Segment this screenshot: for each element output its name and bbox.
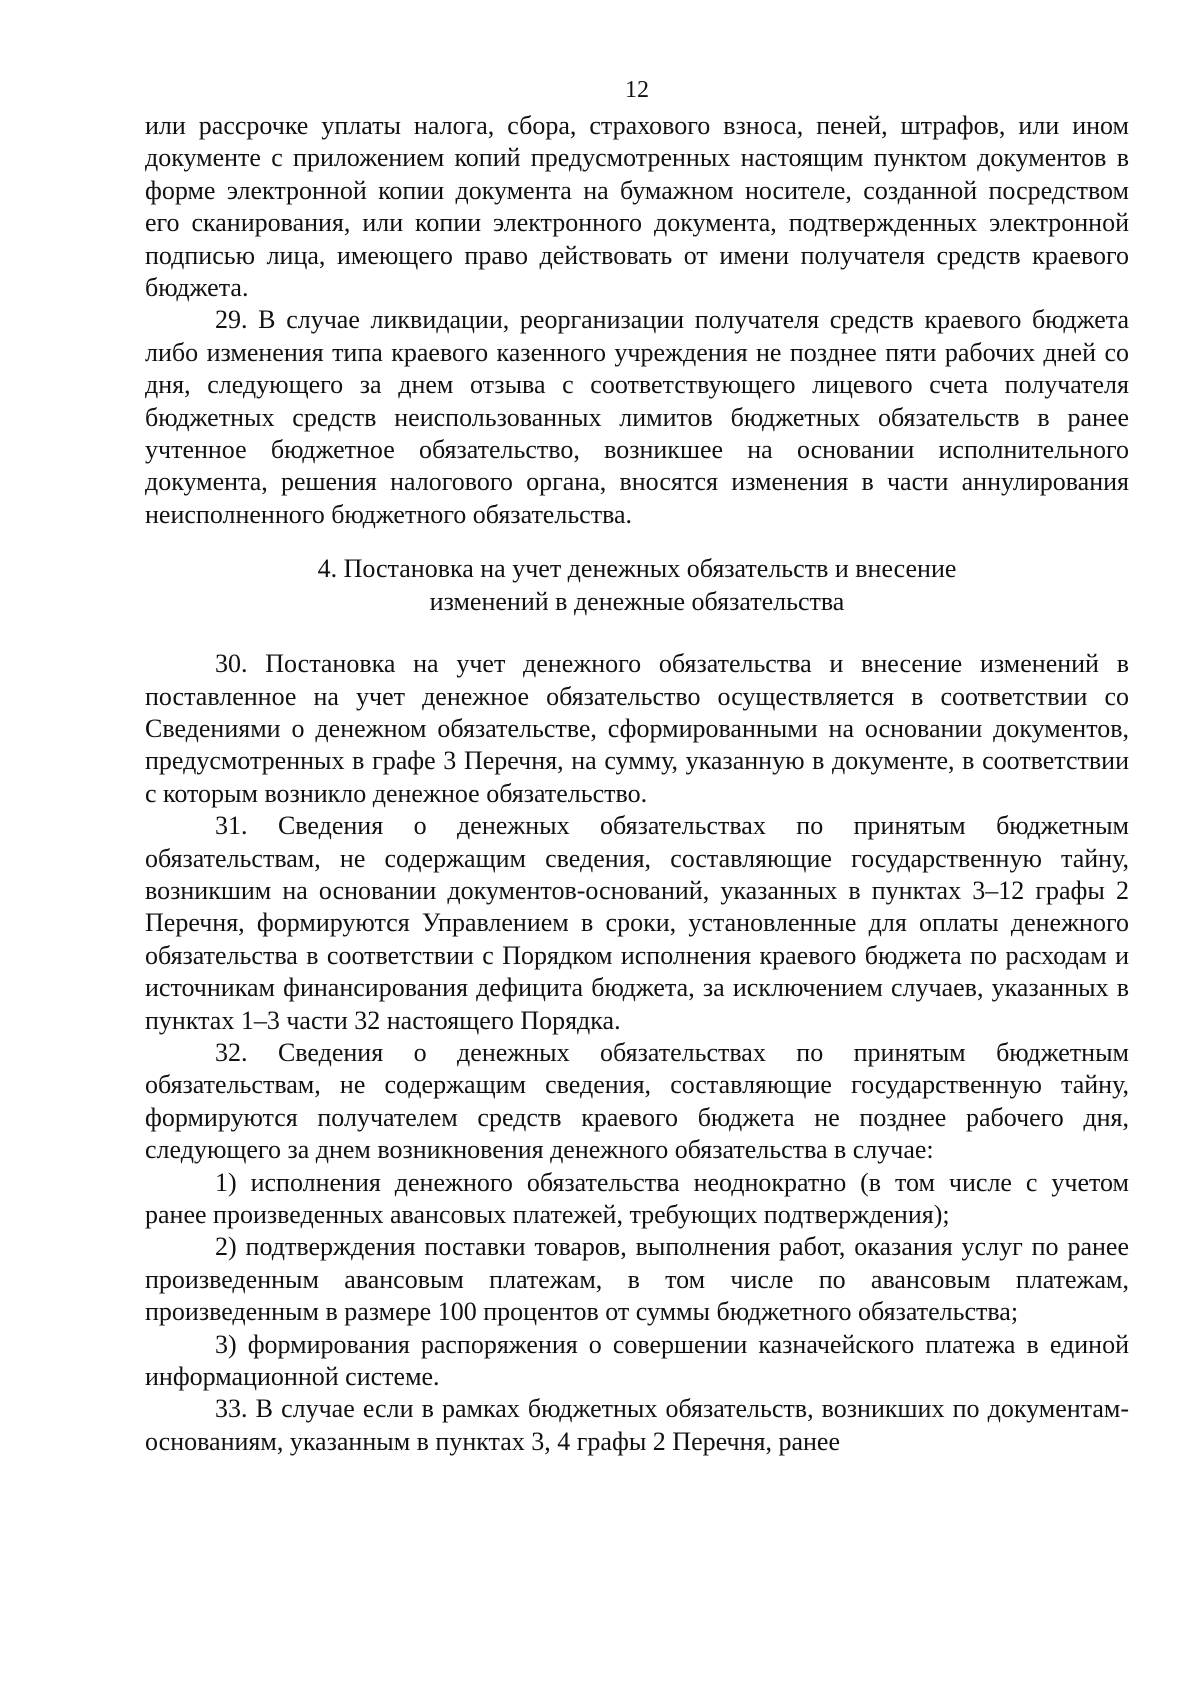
paragraph-32: 32. Сведения о денежных обязательствах по принятым бюджетным обязательствам, не содержащим сведения, составляющие государственную тайну, формируются получателем средств краевого бюджета не позднее рабочего дня, следующего за днем возникновения денежного обязательства в случае: [145, 1037, 1129, 1165]
section-heading-line-1: 4. Постановка на учет денежных обязательств и внесение [317, 554, 957, 584]
page-number: 12 [625, 77, 649, 103]
paragraph-32-item-3: 3) формирования распоряжения о совершении казначейского платежа в единой информационной системе. [145, 1329, 1129, 1392]
paragraph-32-item-1: 1) исполнения денежного обязательства неоднократно (в том числе с учетом ранее произведенных авансовых платежей, требующих подтверждения); [145, 1167, 1129, 1229]
paragraph-31: 31. Сведения о денежных обязательствах по принятым бюджетным обязательствам, не содержащим сведения, составляющие государственную тайну, возникшим на основании документов-оснований, указанных в пунктах 3–12 графы 2 Перечня, формируются Управлением в сроки, установленные для оплаты денежного обязательства в соответствии с Порядком исполнения краевого бюджета по расходам и источникам финансирования дефицита бюджета, за исключением случаев, указанных в пунктах 1–3 части 32 настоящего Порядка. [145, 811, 1129, 1035]
section-heading [145, 553, 1129, 618]
paragraph-33: 33. В случае если в рамках бюджетных обязательств, возникших по документам-основаниям, указанным в пунктах 3, 4 графы 2 Перечня, ранее [145, 1394, 1129, 1456]
paragraph-continuation: или рассрочке уплаты налога, сбора, страхового взноса, пеней, штрафов, или ином документе с приложением копий предусмотренных настоящим пунктом документов в форме электронной копии документа на бумажном носителе, созданной посредством его сканирования, или копии электронного документа, подтвержденных электронной подписью лица, имеющего право действовать от имени получателя средств краевого бюджета. [145, 111, 1129, 303]
paragraph-32-item-2: 2) подтверждения поставки товаров, выполнения работ, оказания услуг по ранее произведенным авансовым платежам, в том числе по авансовым платежам, произведенным в размере 100 процентов от суммы бюджетного обязательства; [145, 1232, 1129, 1327]
document-page [145, 70, 1129, 1458]
paragraph-30: 30. Постановка на учет денежного обязательства и внесение изменений в поставленное на учет денежное обязательство осуществляется в соответствии со Сведениями о денежном обязательстве, сформированными на основании документов, предусмотренных в графе 3 Перечня, на сумму, указанную в документе, в соответствии с которым возникло денежное обязательство. [145, 649, 1129, 808]
section-heading-line-2: изменений в денежные обязательства [429, 586, 845, 616]
paragraph-29: 29. В случае ликвидации, реорганизации получателя средств краевого бюджета либо изменения типа краевого казенного учреждения не позднее пяти рабочих дней со дня, следующего за днем отзыва с соответствующего лицевого счета получателя бюджетных средств неиспользованных лимитов бюджетных обязательств в ранее учтенное бюджетное обязательство, возникшее на основании исполнительного документа, решения налогового органа, вносятся изменения в части аннулирования неисполненного бюджетного обязательства. [145, 305, 1129, 529]
